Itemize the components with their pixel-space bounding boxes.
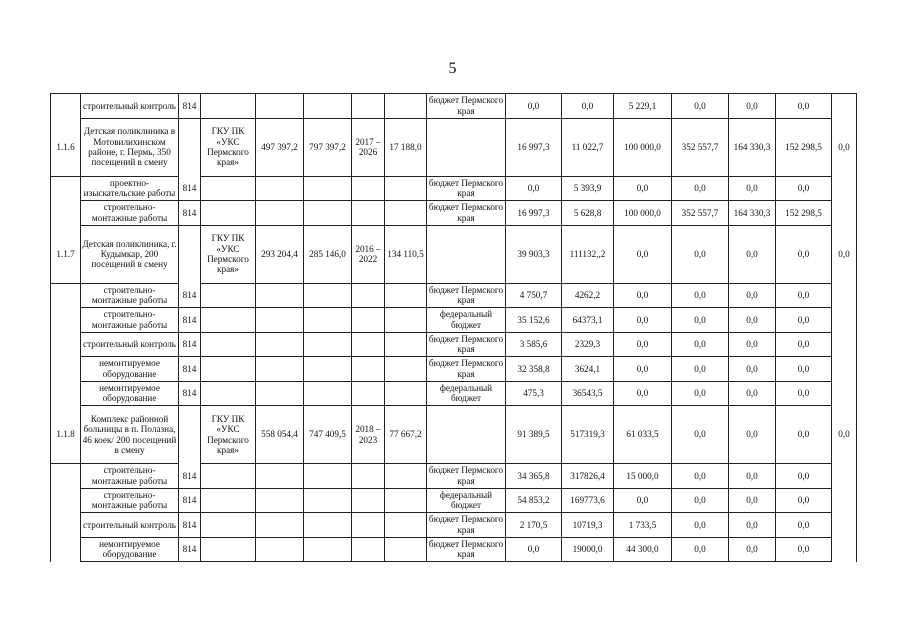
customer: ГКУ ПК «УКС Пермского края» bbox=[201, 406, 256, 464]
estimate-cost bbox=[256, 332, 304, 357]
budget-code: 814 bbox=[179, 537, 201, 562]
row-number: 1.1.8 bbox=[51, 406, 81, 464]
funding-source: федеральный бюджет bbox=[427, 488, 506, 513]
year-value: 5 229,1 bbox=[614, 94, 672, 119]
year-value: 0,0 bbox=[672, 357, 729, 382]
row-number bbox=[51, 283, 81, 308]
year-value: 0,0 bbox=[672, 94, 729, 119]
subitem-row bbox=[51, 176, 857, 201]
estimate-cost bbox=[256, 464, 304, 489]
object-row bbox=[51, 406, 857, 464]
customer bbox=[201, 381, 256, 406]
year-value: 0,0 bbox=[776, 537, 832, 562]
customer bbox=[201, 201, 256, 226]
budget-code bbox=[179, 406, 201, 464]
estimate-cost bbox=[256, 176, 304, 201]
estimate-cost bbox=[256, 94, 304, 119]
subitem-row bbox=[51, 357, 857, 382]
customer bbox=[201, 176, 256, 201]
year-value: 3624,1 bbox=[562, 357, 614, 382]
year-value: 3 585,6 bbox=[506, 332, 562, 357]
construction-period bbox=[352, 94, 385, 119]
year-value: 54 853,2 bbox=[506, 488, 562, 513]
year-value: 64373,1 bbox=[562, 308, 614, 333]
year-value: 0,0 bbox=[672, 332, 729, 357]
year-value: 0,0 bbox=[506, 537, 562, 562]
year-value: 0,0 bbox=[614, 381, 672, 406]
construction-period bbox=[352, 513, 385, 538]
funding-source: бюджет Пермского края bbox=[427, 283, 506, 308]
year-value: 0,0 bbox=[672, 283, 729, 308]
limit-cost bbox=[304, 513, 352, 538]
construction-period bbox=[352, 488, 385, 513]
customer bbox=[201, 357, 256, 382]
year-value: 475,3 bbox=[506, 381, 562, 406]
year-value: 16 997,3 bbox=[506, 201, 562, 226]
estimate-cost: 293 204,4 bbox=[256, 225, 304, 283]
limit-cost bbox=[304, 464, 352, 489]
funding-source: бюджет Пермского края bbox=[427, 513, 506, 538]
object-name: строительный контроль bbox=[81, 513, 179, 538]
funding-source: федеральный бюджет bbox=[427, 381, 506, 406]
final-value: 0,0 bbox=[832, 406, 857, 464]
budget-code: 814 bbox=[179, 464, 201, 489]
budget-table-body bbox=[51, 94, 857, 562]
estimate-cost bbox=[256, 201, 304, 226]
year-value: 0,0 bbox=[776, 308, 832, 333]
year-value: 0,0 bbox=[776, 357, 832, 382]
funding-source bbox=[427, 225, 506, 283]
funding-source bbox=[427, 406, 506, 464]
object-name: Детская поликлиника, г. Кудымкар, 200 посещений в смену bbox=[81, 225, 179, 283]
year-value: 0,0 bbox=[729, 513, 776, 538]
prior-funding bbox=[385, 464, 427, 489]
year-value: 0,0 bbox=[506, 176, 562, 201]
year-value: 0,0 bbox=[614, 308, 672, 333]
year-value: 0,0 bbox=[614, 357, 672, 382]
estimate-cost bbox=[256, 381, 304, 406]
year-value: 1 733,5 bbox=[614, 513, 672, 538]
year-value: 0,0 bbox=[672, 488, 729, 513]
year-value: 100 000,0 bbox=[614, 201, 672, 226]
year-value: 16 997,3 bbox=[506, 118, 562, 176]
estimate-cost bbox=[256, 308, 304, 333]
row-number bbox=[51, 308, 81, 333]
row-number bbox=[51, 176, 81, 201]
year-value: 0,0 bbox=[672, 513, 729, 538]
customer: ГКУ ПК «УКС Пермского края» bbox=[201, 225, 256, 283]
subitem-row bbox=[51, 464, 857, 489]
row-number bbox=[51, 332, 81, 357]
row-number bbox=[51, 381, 81, 406]
year-value: 5 628,8 bbox=[562, 201, 614, 226]
year-value: 0,0 bbox=[614, 283, 672, 308]
budget-code: 814 bbox=[179, 283, 201, 308]
year-value: 5 393,9 bbox=[562, 176, 614, 201]
estimate-cost bbox=[256, 537, 304, 562]
budget-code: 814 bbox=[179, 357, 201, 382]
estimate-cost bbox=[256, 283, 304, 308]
year-value: 0,0 bbox=[729, 357, 776, 382]
prior-funding bbox=[385, 176, 427, 201]
object-name: проектно-изыскательские работы bbox=[81, 176, 179, 201]
year-value: 36543,5 bbox=[562, 381, 614, 406]
year-value: 111132,,2 bbox=[562, 225, 614, 283]
subitem-row bbox=[51, 381, 857, 406]
prior-funding bbox=[385, 513, 427, 538]
year-value: 0,0 bbox=[672, 537, 729, 562]
year-value: 352 557,7 bbox=[672, 118, 729, 176]
prior-funding: 77 667,2 bbox=[385, 406, 427, 464]
year-value: 32 358,8 bbox=[506, 357, 562, 382]
construction-period: 2018 – 2023 bbox=[352, 406, 385, 464]
construction-period bbox=[352, 537, 385, 562]
subitem-row bbox=[51, 488, 857, 513]
year-value: 0,0 bbox=[729, 381, 776, 406]
year-value: 0,0 bbox=[672, 464, 729, 489]
object-name: строительно-монтажные работы bbox=[81, 201, 179, 226]
year-value: 0,0 bbox=[562, 94, 614, 119]
year-value: 0,0 bbox=[729, 225, 776, 283]
subitem-row bbox=[51, 94, 857, 119]
funding-source: бюджет Пермского края bbox=[427, 94, 506, 119]
object-row bbox=[51, 118, 857, 176]
budget-code: 814 bbox=[179, 308, 201, 333]
year-value: 61 033,5 bbox=[614, 406, 672, 464]
construction-period bbox=[352, 357, 385, 382]
final-value bbox=[832, 381, 857, 406]
year-value: 91 389,5 bbox=[506, 406, 562, 464]
limit-cost bbox=[304, 283, 352, 308]
subitem-row bbox=[51, 283, 857, 308]
year-value: 0,0 bbox=[729, 464, 776, 489]
budget-code: 814 bbox=[179, 201, 201, 226]
year-value: 0,0 bbox=[776, 381, 832, 406]
funding-source: бюджет Пермского края bbox=[427, 464, 506, 489]
year-value: 164 330,3 bbox=[729, 201, 776, 226]
limit-cost bbox=[304, 176, 352, 201]
subitem-row bbox=[51, 537, 857, 562]
customer bbox=[201, 332, 256, 357]
year-value: 0,0 bbox=[672, 225, 729, 283]
year-value: 0,0 bbox=[506, 94, 562, 119]
final-value: 0,0 bbox=[832, 118, 857, 176]
final-value: 0,0 bbox=[832, 225, 857, 283]
year-value: 0,0 bbox=[729, 332, 776, 357]
row-number bbox=[51, 513, 81, 538]
year-value: 0,0 bbox=[729, 176, 776, 201]
budget-code: 814 bbox=[179, 332, 201, 357]
final-value bbox=[832, 201, 857, 226]
customer bbox=[201, 537, 256, 562]
final-value bbox=[832, 283, 857, 308]
subitem-row bbox=[51, 308, 857, 333]
year-value: 0,0 bbox=[614, 332, 672, 357]
year-value: 0,0 bbox=[776, 464, 832, 489]
object-name: строительно-монтажные работы bbox=[81, 464, 179, 489]
prior-funding bbox=[385, 283, 427, 308]
customer bbox=[201, 94, 256, 119]
year-value: 517319,3 bbox=[562, 406, 614, 464]
year-value: 44 300,0 bbox=[614, 537, 672, 562]
year-value: 0,0 bbox=[614, 225, 672, 283]
budget-code: 814 bbox=[179, 513, 201, 538]
prior-funding bbox=[385, 488, 427, 513]
limit-cost bbox=[304, 488, 352, 513]
construction-period bbox=[352, 332, 385, 357]
final-value bbox=[832, 308, 857, 333]
final-value bbox=[832, 464, 857, 489]
construction-period bbox=[352, 381, 385, 406]
prior-funding bbox=[385, 201, 427, 226]
estimate-cost bbox=[256, 488, 304, 513]
subitem-row bbox=[51, 201, 857, 226]
year-value: 19000,0 bbox=[562, 537, 614, 562]
year-value: 0,0 bbox=[729, 537, 776, 562]
object-name: немонтируемое оборудование bbox=[81, 381, 179, 406]
budget-code bbox=[179, 118, 201, 176]
limit-cost bbox=[304, 357, 352, 382]
row-number: 1.1.7 bbox=[51, 225, 81, 283]
year-value: 15 000,0 bbox=[614, 464, 672, 489]
object-name: строительно-монтажные работы bbox=[81, 308, 179, 333]
year-value: 0,0 bbox=[614, 176, 672, 201]
estimate-cost: 497 397,2 bbox=[256, 118, 304, 176]
customer bbox=[201, 283, 256, 308]
year-value: 4262,2 bbox=[562, 283, 614, 308]
year-value: 0,0 bbox=[672, 308, 729, 333]
customer bbox=[201, 464, 256, 489]
object-row bbox=[51, 225, 857, 283]
year-value: 0,0 bbox=[729, 308, 776, 333]
year-value: 0,0 bbox=[776, 406, 832, 464]
year-value: 2 170,5 bbox=[506, 513, 562, 538]
budget-code: 814 bbox=[179, 488, 201, 513]
object-name: строительно-монтажные работы bbox=[81, 283, 179, 308]
funding-source: бюджет Пермского края bbox=[427, 357, 506, 382]
year-value: 0,0 bbox=[776, 513, 832, 538]
funding-source: бюджет Пермского края bbox=[427, 537, 506, 562]
prior-funding: 134 110,5 bbox=[385, 225, 427, 283]
year-value: 152 298,5 bbox=[776, 118, 832, 176]
year-value: 0,0 bbox=[672, 381, 729, 406]
final-value bbox=[832, 176, 857, 201]
funding-source: бюджет Пермского края bbox=[427, 332, 506, 357]
limit-cost bbox=[304, 332, 352, 357]
limit-cost bbox=[304, 201, 352, 226]
construction-period: 2017 – 2026 bbox=[352, 118, 385, 176]
year-value: 2329,3 bbox=[562, 332, 614, 357]
year-value: 0,0 bbox=[776, 332, 832, 357]
estimate-cost: 558 054,4 bbox=[256, 406, 304, 464]
limit-cost: 797 397,2 bbox=[304, 118, 352, 176]
row-number bbox=[51, 488, 81, 513]
limit-cost bbox=[304, 537, 352, 562]
year-value: 10719,3 bbox=[562, 513, 614, 538]
prior-funding bbox=[385, 332, 427, 357]
funding-source: федеральный бюджет bbox=[427, 308, 506, 333]
year-value: 0,0 bbox=[729, 94, 776, 119]
estimate-cost bbox=[256, 513, 304, 538]
row-number bbox=[51, 464, 81, 489]
estimate-cost bbox=[256, 357, 304, 382]
year-value: 34 365,8 bbox=[506, 464, 562, 489]
prior-funding bbox=[385, 308, 427, 333]
budget-code: 814 bbox=[179, 381, 201, 406]
year-value: 352 557,7 bbox=[672, 201, 729, 226]
final-value bbox=[832, 357, 857, 382]
final-value bbox=[832, 537, 857, 562]
year-value: 0,0 bbox=[729, 406, 776, 464]
row-number bbox=[51, 357, 81, 382]
row-number bbox=[51, 537, 81, 562]
year-value: 4 750,7 bbox=[506, 283, 562, 308]
subitem-row bbox=[51, 513, 857, 538]
object-name: строительный контроль bbox=[81, 94, 179, 119]
final-value bbox=[832, 332, 857, 357]
prior-funding bbox=[385, 357, 427, 382]
row-number: 1.1.6 bbox=[51, 118, 81, 176]
funding-source: бюджет Пермского края bbox=[427, 176, 506, 201]
year-value: 35 152,6 bbox=[506, 308, 562, 333]
object-name: строительный контроль bbox=[81, 332, 179, 357]
customer bbox=[201, 488, 256, 513]
object-name: Детская поликлиника в Мотовилихинском районе, г. Пермь, 350 посещений в смену bbox=[81, 118, 179, 176]
construction-period bbox=[352, 308, 385, 333]
limit-cost: 747 409,5 bbox=[304, 406, 352, 464]
year-value: 317826,4 bbox=[562, 464, 614, 489]
year-value: 39 903,3 bbox=[506, 225, 562, 283]
year-value: 0,0 bbox=[776, 176, 832, 201]
year-value: 164 330,3 bbox=[729, 118, 776, 176]
construction-period: 2016 – 2022 bbox=[352, 225, 385, 283]
construction-period bbox=[352, 201, 385, 226]
customer: ГКУ ПК «УКС Пермского края» bbox=[201, 118, 256, 176]
year-value: 0,0 bbox=[729, 283, 776, 308]
budget-code: 814 bbox=[179, 176, 201, 201]
construction-period bbox=[352, 464, 385, 489]
row-number bbox=[51, 201, 81, 226]
final-value bbox=[832, 94, 857, 119]
funding-source: бюджет Пермского края bbox=[427, 201, 506, 226]
year-value: 100 000,0 bbox=[614, 118, 672, 176]
final-value bbox=[832, 488, 857, 513]
year-value: 11 022,7 bbox=[562, 118, 614, 176]
subitem-row bbox=[51, 332, 857, 357]
object-name: немонтируемое оборудование bbox=[81, 537, 179, 562]
object-name: Комплекс районной больницы в п. Полазна, 46 коек/ 200 посещений в смену bbox=[81, 406, 179, 464]
year-value: 0,0 bbox=[729, 488, 776, 513]
object-name: строительно-монтажные работы bbox=[81, 488, 179, 513]
year-value: 0,0 bbox=[776, 225, 832, 283]
limit-cost: 285 146,0 bbox=[304, 225, 352, 283]
construction-period bbox=[352, 176, 385, 201]
year-value: 0,0 bbox=[672, 176, 729, 201]
year-value: 0,0 bbox=[776, 94, 832, 119]
page-number: 5 bbox=[448, 60, 457, 77]
row-number bbox=[51, 94, 81, 119]
prior-funding bbox=[385, 537, 427, 562]
budget-table bbox=[50, 93, 857, 562]
customer bbox=[201, 513, 256, 538]
construction-period bbox=[352, 283, 385, 308]
prior-funding bbox=[385, 94, 427, 119]
customer bbox=[201, 308, 256, 333]
year-value: 0,0 bbox=[776, 283, 832, 308]
year-value: 0,0 bbox=[776, 488, 832, 513]
limit-cost bbox=[304, 94, 352, 119]
funding-source bbox=[427, 118, 506, 176]
year-value: 0,0 bbox=[672, 406, 729, 464]
prior-funding bbox=[385, 381, 427, 406]
year-value: 169773,6 bbox=[562, 488, 614, 513]
limit-cost bbox=[304, 308, 352, 333]
year-value: 0,0 bbox=[614, 488, 672, 513]
year-value: 152 298,5 bbox=[776, 201, 832, 226]
final-value bbox=[832, 513, 857, 538]
budget-code bbox=[179, 225, 201, 283]
budget-code: 814 bbox=[179, 94, 201, 119]
limit-cost bbox=[304, 381, 352, 406]
object-name: немонтируемое оборудование bbox=[81, 357, 179, 382]
prior-funding: 17 188,0 bbox=[385, 118, 427, 176]
